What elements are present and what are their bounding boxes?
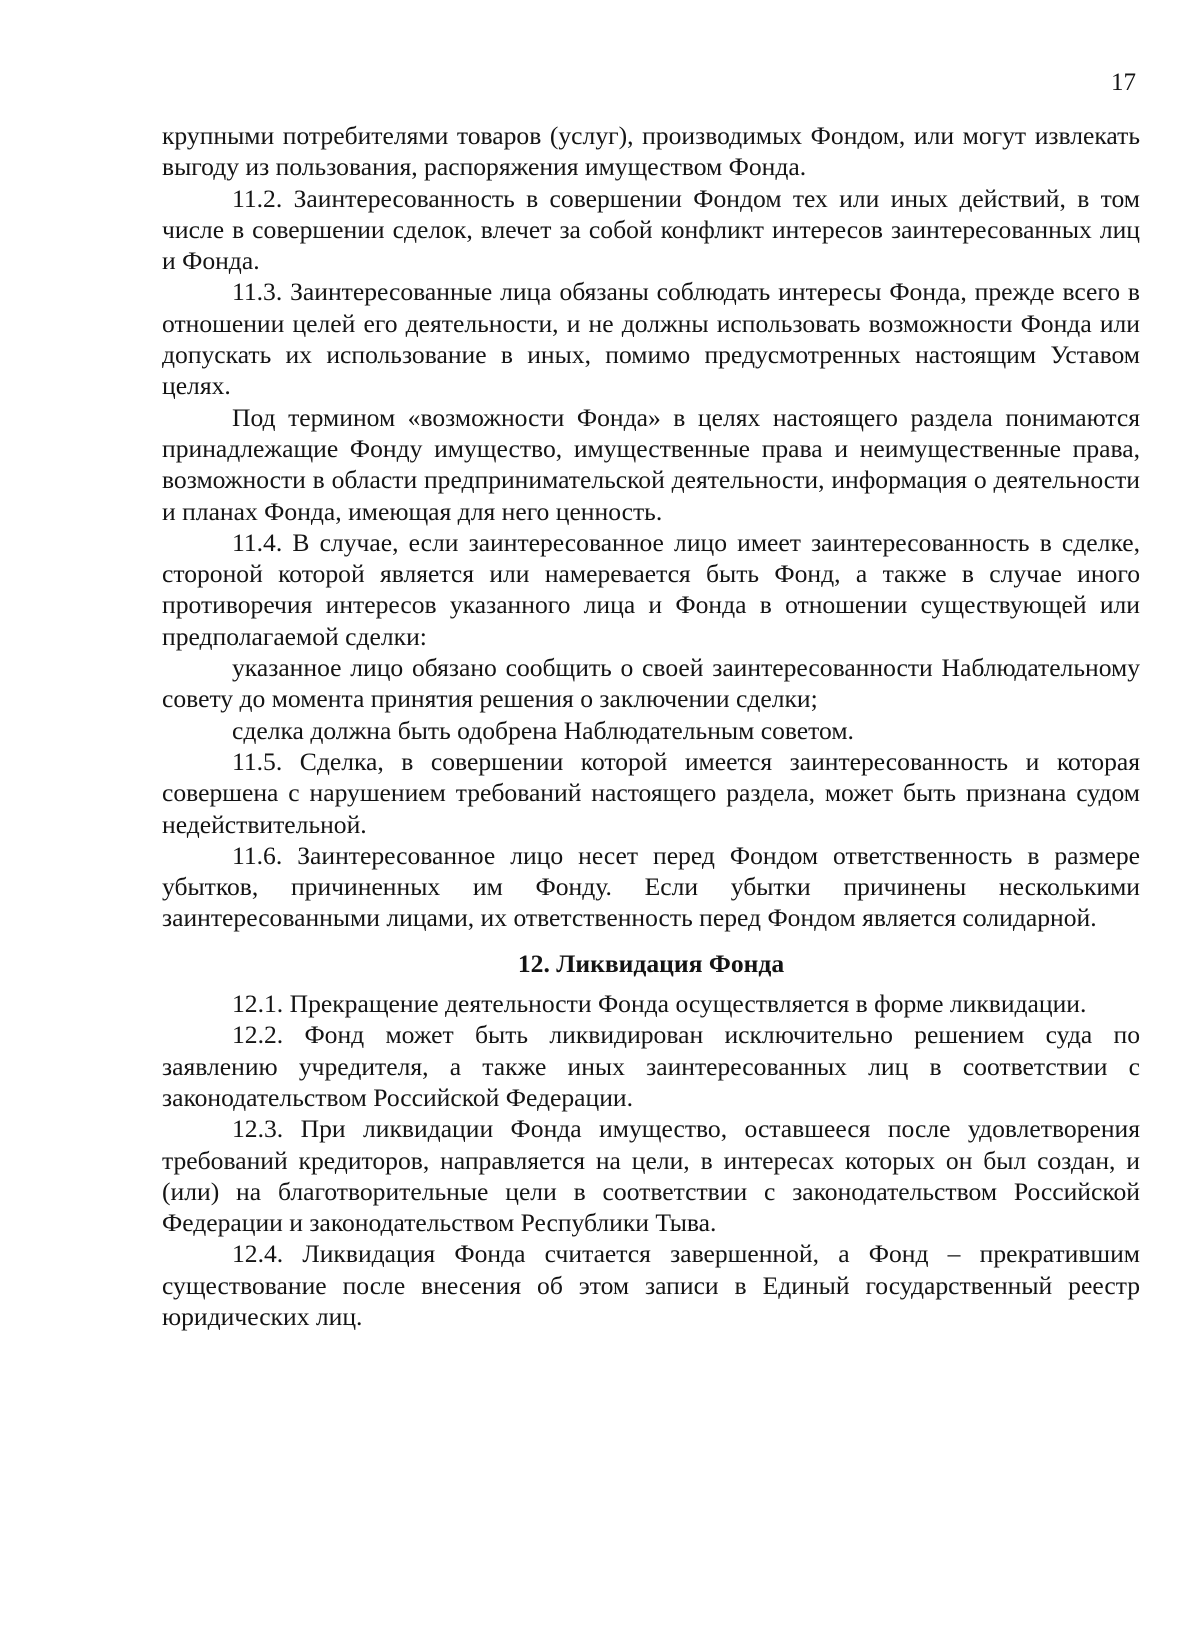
paragraph: 11.3. Заинтересованные лица обязаны соблюдать интересы Фонда, прежде всего в отношении целей его деятельности, и не должны использовать возможности Фонда или допускать их использование в иных, помимо предусмотренных настоящим Уставом целях. <box>162 277 1140 401</box>
section-11-continuation <box>162 120 1140 934</box>
paragraph: крупными потребителями товаров (услуг), производимых Фондом, или могут извлекать выгоду из пользования, распоряжения имуществом Фонда. <box>162 121 1140 182</box>
paragraph: 12.3. При ликвидации Фонда имущество, оставшееся после удовлетворения требований кредиторов, направляется на цели, в интересах которых он был создан, и (или) на благотворительные цели в соответствии с законодательством Российской Федерации и законодательством Республики Тыва. <box>162 1114 1140 1238</box>
section-12-body <box>162 988 1140 1332</box>
paragraph: сделка должна быть одобрена Наблюдательным советом. <box>232 715 854 745</box>
paragraph: 11.4. В случае, если заинтересованное лицо имеет заинтересованность в сделке, стороной которой является или намеревается быть Фонд, а также в случае иного противоречия интересов указанного лица и Фонда в отношении существующей или предполагаемой сделки: <box>162 527 1140 651</box>
paragraph: 11.5. Сделка, в совершении которой имеется заинтересованность и которая совершена с нарушением требований настоящего раздела, может быть признана судом недействительной. <box>162 746 1140 839</box>
page-number: 17 <box>1111 69 1136 96</box>
paragraph: 12.1. Прекращение деятельности Фонда осуществляется в форме ликвидации. <box>232 989 1087 1019</box>
paragraph: указанное лицо обязано сообщить о своей заинтересованности Наблюдательному совету до момента принятия решения о заключении сделки; <box>162 653 1140 714</box>
document-body <box>162 120 1140 1332</box>
paragraph: 11.2. Заинтересованность в совершении Фондом тех или иных действий, в том числе в совершении сделок, влечет за собой конфликт интересов заинтересованных лиц и Фонда. <box>162 183 1140 276</box>
section-heading: 12. Ликвидация Фонда <box>517 948 785 978</box>
paragraph: 12.4. Ликвидация Фонда считается завершенной, а Фонд – прекратившим существование после внесения об этом записи в Единый государственный реестр юридических лиц. <box>162 1239 1140 1331</box>
paragraph: Под термином «возможности Фонда» в целях настоящего раздела понимаются принадлежащие Фонду имущество, имущественные права и неимущественные права, возможности в области предпринимательской деятельности, информация о деятельности и планах Фонда, имеющая для него ценность. <box>162 402 1140 526</box>
paragraph: 11.6. Заинтересованное лицо несет перед Фондом ответственность в размере убытков, причиненных им Фонду. Если убытки причинены несколькими заинтересованными лицами, их ответственность перед Фондом является солидарной. <box>162 840 1140 933</box>
paragraph: 12.2. Фонд может быть ликвидирован исключительно решением суда по заявлению учредителя, а также иных заинтересованных лиц в соответствии с законодательством Российской Федерации. <box>162 1020 1140 1112</box>
